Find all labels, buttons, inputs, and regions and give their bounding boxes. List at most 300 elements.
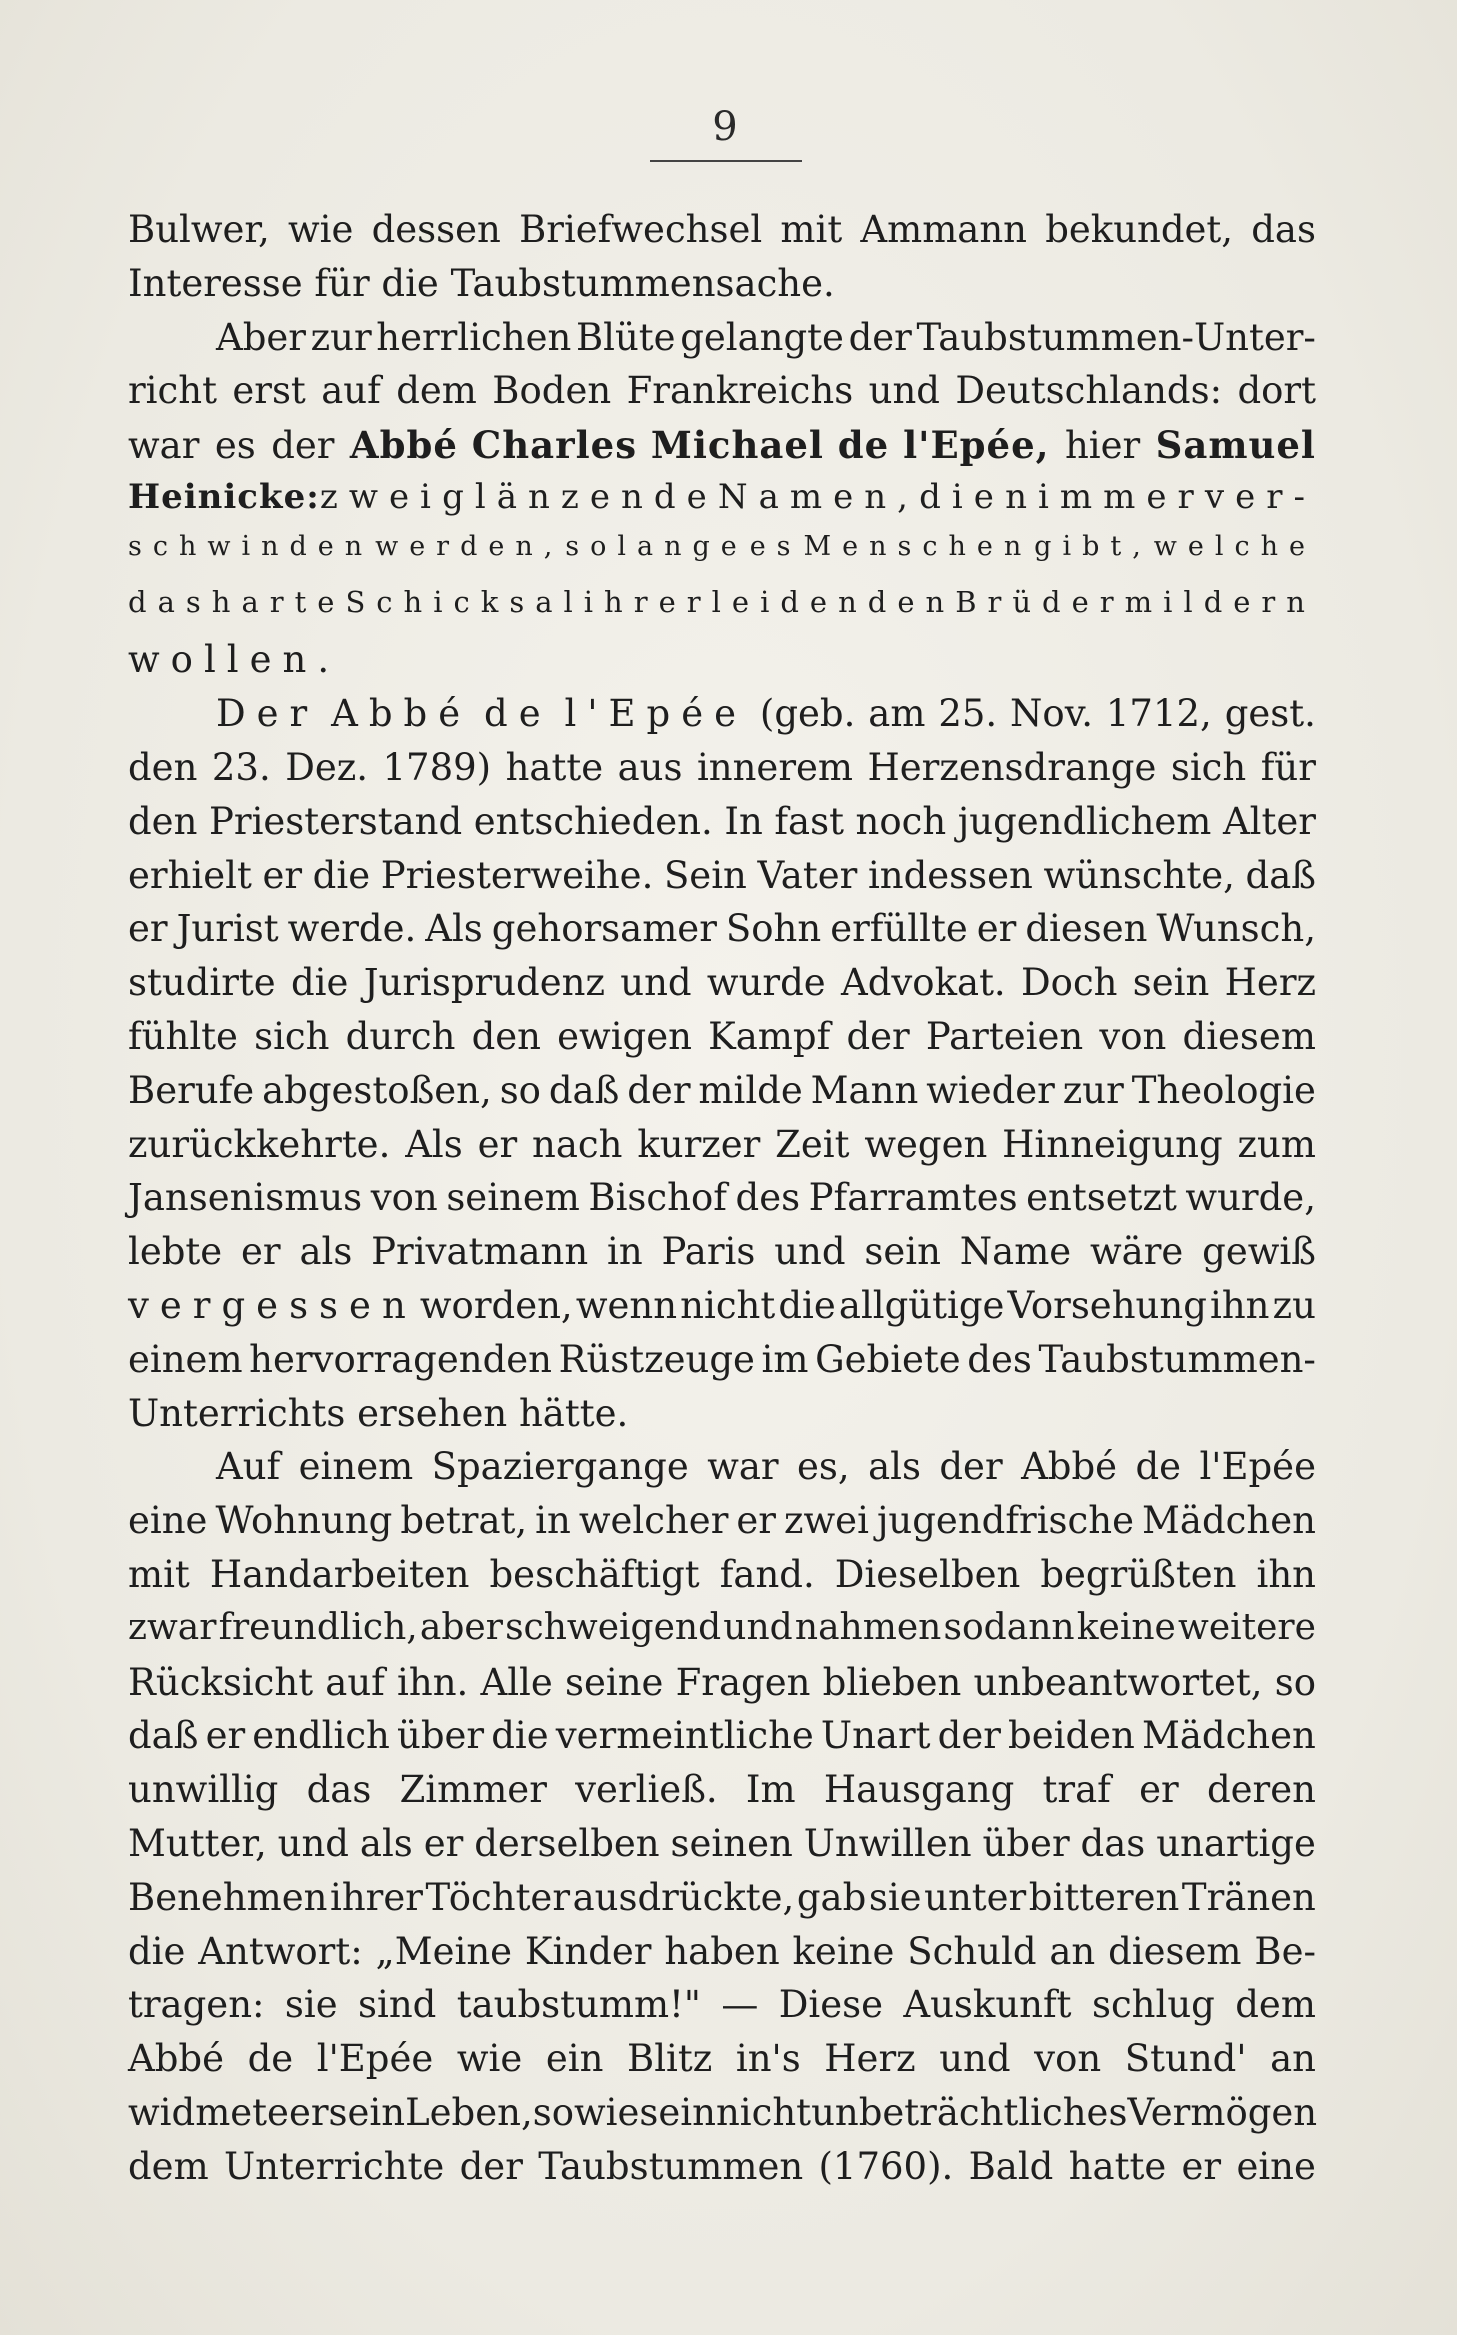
word: gelangte [680, 315, 844, 359]
word: den [128, 745, 198, 789]
word: gibt, [1034, 530, 1152, 562]
word: 25. [938, 692, 998, 736]
word: blieben [822, 1660, 962, 1704]
word: Briefwechsel [519, 208, 763, 251]
word: unartige [1156, 1821, 1316, 1865]
word: im [761, 1337, 809, 1381]
word: das [1251, 208, 1316, 251]
word: zwei [784, 1499, 869, 1543]
word: sein [639, 2090, 716, 2134]
word: harte [211, 584, 346, 619]
text-line [128, 1123, 1316, 1177]
text-line [128, 1338, 1316, 1392]
page-number-rule [650, 160, 802, 162]
word: sind [358, 1983, 437, 2027]
text-line [128, 208, 1316, 262]
word: Brüder [955, 584, 1125, 619]
word: Wohnung [215, 1499, 393, 1543]
word: eine [128, 1499, 208, 1543]
word: Vorsehung [1007, 1283, 1207, 1327]
word: ausdrückte, [572, 1875, 795, 1919]
word: Boden [492, 369, 612, 413]
text-line [128, 531, 1316, 585]
word: aus [617, 745, 683, 789]
word: Zeit [775, 1122, 850, 1166]
word: indessen [867, 853, 1033, 897]
word: wurde, [1185, 1176, 1316, 1220]
word: Kampf [708, 1014, 831, 1058]
word: entsetzt [1026, 1176, 1177, 1220]
word: Als [425, 907, 483, 951]
word: ihn. [397, 1660, 469, 1704]
word: seine [564, 1660, 664, 1704]
word: Be- [1254, 1929, 1316, 1973]
word: Samuel [1155, 423, 1316, 468]
word: der [848, 315, 912, 359]
text-line [128, 1499, 1316, 1553]
word: auf [321, 369, 381, 413]
word: Aber [216, 315, 306, 359]
word: Herz [824, 2037, 916, 2081]
text-line [128, 1553, 1316, 1607]
word: das [128, 584, 212, 619]
word: Paris [661, 1230, 756, 1274]
word: Dieselben [834, 1552, 1021, 1596]
word: wenn [575, 1283, 678, 1327]
word: sowie [532, 2090, 640, 2134]
word: Mädchen [1142, 1499, 1316, 1543]
word: an [1049, 1929, 1096, 1973]
word: Hausgang [823, 1768, 1015, 1812]
text-line [128, 2091, 1316, 2145]
word: Fragen [675, 1660, 811, 1704]
word: daß [548, 1068, 620, 1112]
word: studirte [128, 961, 276, 1005]
word: Nov. [1010, 692, 1093, 736]
word: fand. [719, 1552, 815, 1596]
word: zwar [128, 1606, 217, 1648]
word: fühlte [128, 1014, 238, 1058]
word: über [396, 1714, 485, 1758]
text-line [128, 316, 1316, 370]
word: nicht [715, 2090, 812, 2134]
text-line [128, 1714, 1316, 1768]
word: er [241, 1230, 281, 1274]
word: gest. [1224, 692, 1316, 736]
word: l'Epée [316, 2037, 434, 2081]
word: zur [310, 315, 372, 359]
word: zurückkehrte. [128, 1122, 391, 1166]
word: Frankreichs [626, 369, 854, 413]
word: Taubstummen- [1038, 1337, 1316, 1381]
word: erhielt [128, 853, 252, 897]
word: dessen [371, 208, 501, 251]
word: de [1135, 1445, 1182, 1489]
text-line [128, 1876, 1316, 1930]
word: wie [456, 2037, 523, 2081]
word: Herz [1224, 961, 1316, 1005]
word: freundlich, [218, 1606, 418, 1648]
word: Leben, [405, 2090, 533, 2134]
word: schlug [1091, 1983, 1215, 2027]
word: es, [797, 1445, 850, 1489]
word: das [306, 1768, 372, 1812]
word: betrat, [400, 1499, 528, 1543]
text-line [128, 585, 1316, 639]
word: worden, [419, 1283, 573, 1327]
word: de [484, 692, 552, 736]
word: das [1080, 1821, 1146, 1865]
word: seinem [446, 1176, 580, 1220]
word: Mann [810, 1068, 919, 1112]
word: der [271, 424, 335, 468]
word: Sein [663, 853, 747, 897]
word: unbeträchtliches [811, 2090, 1128, 2134]
word: hatte [1068, 2144, 1167, 2188]
word: taubstumm!" [456, 1983, 701, 2027]
word: wie [288, 208, 354, 251]
word: Auskunft [903, 1983, 1072, 2027]
word: beschäftigt [489, 1552, 700, 1596]
word: Parteien [925, 1014, 1084, 1058]
word: Menschen [803, 530, 1033, 562]
word: kurzer [637, 1122, 761, 1166]
word: unwillig [128, 1768, 279, 1812]
word: Vater [757, 853, 858, 897]
word: die [312, 853, 371, 897]
word: Rüstzeuge [558, 1337, 755, 1381]
word: diesen [1025, 907, 1148, 951]
word: ihrer [330, 1875, 423, 1919]
word: verließ. [575, 1768, 718, 1812]
word: daß [1245, 853, 1316, 897]
word: keine [792, 1929, 895, 1973]
word: Theologie [1131, 1068, 1316, 1112]
word: und [277, 1821, 349, 1865]
word: vermeintliche [555, 1714, 814, 1758]
word: Dez. [285, 745, 369, 789]
text-line [128, 2037, 1316, 2091]
word: tragen: [128, 1983, 265, 2027]
word: Unart [820, 1714, 931, 1758]
word: Wunsch, [1156, 907, 1316, 951]
word: sich [1170, 745, 1247, 789]
word: sein [1132, 961, 1210, 1005]
word: Schicksal [345, 584, 584, 619]
word: von [370, 1176, 438, 1220]
word: nimmer [1005, 476, 1205, 517]
word: er [205, 1714, 246, 1758]
word: von [1034, 2037, 1102, 2081]
word: weitere [1178, 1606, 1316, 1648]
word: in [535, 1499, 571, 1543]
text-line [128, 369, 1316, 423]
word: l'Epée [564, 692, 748, 736]
word: dem [128, 2144, 209, 2188]
word: entschieden. [473, 799, 713, 843]
word: ver- [1204, 476, 1316, 517]
word: nach [532, 1122, 623, 1166]
text-line [128, 2145, 1316, 2199]
word: und [939, 2037, 1011, 2081]
word: bekundet, [1045, 208, 1234, 251]
word: 1712, [1105, 692, 1212, 736]
word: an [1270, 2037, 1316, 2081]
word: deren [1206, 1768, 1316, 1812]
word: war [128, 424, 200, 468]
word: (1760). [818, 2144, 954, 2188]
text-line [128, 1607, 1316, 1661]
word: sie [868, 1875, 922, 1919]
word: Gebiete [815, 1337, 961, 1381]
word: die [778, 1283, 836, 1327]
word: Bulwer, [128, 208, 270, 251]
word: Stund' [1124, 2037, 1247, 2081]
word: als [299, 1230, 353, 1274]
word: Mädchen [1141, 1714, 1316, 1758]
word: war [707, 1445, 779, 1489]
word: den [471, 1014, 541, 1058]
word: keine [1076, 1606, 1176, 1648]
word: ein [545, 2037, 604, 2081]
word: Doch [1021, 961, 1118, 1005]
word: der [939, 1445, 1003, 1489]
word: er [128, 907, 168, 951]
word: glänzende [442, 476, 718, 517]
word: Schuld [907, 1929, 1037, 1973]
word: dem [396, 369, 477, 413]
word: dort [1237, 369, 1316, 413]
word: erfüllte [830, 907, 968, 951]
text-line [128, 1445, 1316, 1499]
word: des [735, 1176, 801, 1220]
word: von [1099, 1014, 1167, 1058]
word: der [846, 1014, 910, 1058]
word: aber [419, 1606, 503, 1648]
word: l'Epée [1199, 1445, 1316, 1489]
word: am [868, 692, 926, 736]
word: Diese [778, 1983, 883, 2027]
word: Pfarramtes [808, 1176, 1018, 1220]
word: Abbé [331, 692, 472, 736]
word: Heinicke: [128, 476, 320, 517]
word: Abbé [1021, 1445, 1118, 1489]
word: werden, [375, 530, 564, 562]
word: Namen, [717, 476, 919, 517]
word: bitteren [1028, 1875, 1180, 1919]
word: Abbé [128, 2037, 224, 2081]
word: Abbé Charles Michael de l'Epée, [349, 423, 1050, 468]
text-line [128, 746, 1316, 800]
word: milde [698, 1068, 803, 1112]
word: Alter [1222, 799, 1316, 843]
word: Vermögen [1127, 2090, 1318, 2134]
word: Hinneigung [1002, 1122, 1223, 1166]
word: Unwillen [803, 1821, 972, 1865]
word: hervorragenden [249, 1337, 552, 1381]
word: auf [325, 1660, 385, 1704]
word: einem [128, 1337, 243, 1381]
word: des [967, 1337, 1032, 1381]
word: Als [405, 1122, 463, 1166]
word: als [868, 1445, 921, 1489]
word: herrlichen [376, 315, 572, 359]
word: es [749, 530, 802, 562]
word: und [620, 961, 692, 1005]
word: er [262, 853, 303, 897]
word: ihn [1256, 1552, 1316, 1596]
word: die [919, 476, 1005, 517]
word: mit [128, 1552, 190, 1596]
word: In [724, 799, 763, 843]
word: Blitz [627, 2037, 713, 2081]
word: zu [1272, 1283, 1316, 1327]
word: unter [924, 1875, 1027, 1919]
word: diesem [1182, 1014, 1316, 1058]
word: traf [1042, 1768, 1111, 1812]
word: hatte [505, 745, 604, 789]
word: und [774, 1230, 846, 1274]
word: Privatmann [371, 1230, 589, 1274]
word: wurde [706, 961, 826, 1005]
word: mildern [1124, 584, 1316, 619]
word: Jansenismus [128, 1176, 363, 1220]
text-line [128, 423, 1316, 477]
word: die [290, 961, 349, 1005]
text-line [128, 262, 1316, 316]
text-line [128, 1983, 1316, 2037]
word: der [459, 2144, 523, 2188]
word: der [937, 1714, 1001, 1758]
word: Jurist [176, 907, 279, 951]
word: Unterrichts ersehen hätte. [128, 1391, 629, 1435]
word: Priesterweihe. [380, 853, 654, 897]
word: zum [1237, 1122, 1316, 1166]
word: Antwort: [198, 1929, 363, 1973]
word: wollen. [128, 638, 341, 682]
word: zur [1062, 1068, 1124, 1112]
word: haben [664, 1929, 780, 1973]
word: unbeantwortet, [973, 1660, 1263, 1704]
word: durch [345, 1014, 456, 1058]
word: Taubstummen [538, 2144, 804, 2188]
text-line [128, 1176, 1316, 1230]
word: „Meine [375, 1929, 513, 1973]
word: Im [745, 1768, 796, 1812]
word: er [423, 1821, 464, 1865]
text-line [128, 692, 1316, 746]
word: begrüßten [1040, 1552, 1237, 1596]
word: endlich [252, 1714, 390, 1758]
body-text [128, 208, 1316, 2198]
word: daß [128, 1714, 199, 1758]
word: Taubstummen-Unter- [916, 315, 1316, 359]
word: dem [1235, 1983, 1316, 2027]
word: 23. [211, 745, 271, 789]
word: so [499, 1068, 541, 1112]
word: Blüte [575, 315, 676, 359]
word: nicht [680, 1283, 776, 1327]
word: ewigen [557, 1014, 692, 1058]
word: gab [796, 1875, 867, 1919]
word: allgütige [838, 1283, 1005, 1327]
word: gewiß [1202, 1230, 1316, 1274]
text-line [128, 1015, 1316, 1069]
word: wünschte, [1043, 853, 1235, 897]
word: Herzensdrange [867, 745, 1157, 789]
text-line [128, 1930, 1316, 1984]
word: und [723, 1606, 793, 1648]
word: so [1274, 1660, 1316, 1704]
word: beiden [1008, 1714, 1135, 1758]
word: er [976, 907, 1017, 951]
word: schweigend [505, 1606, 722, 1648]
text-line [128, 800, 1316, 854]
text-line [128, 638, 1316, 692]
word: Jurisprudenz [363, 961, 605, 1005]
word: Name [959, 1230, 1072, 1274]
word: den [128, 799, 198, 843]
word: er [288, 2090, 329, 2134]
text-line [128, 1768, 1316, 1822]
text-line [128, 907, 1316, 961]
word: solange [565, 530, 748, 562]
word: gehorsamer [491, 907, 717, 951]
word: er [477, 1122, 518, 1166]
word: Spaziergange [431, 1445, 689, 1489]
word: erst [232, 369, 306, 413]
word: sein [864, 1230, 941, 1274]
text-line [128, 1822, 1316, 1876]
word: Sohn [725, 907, 822, 951]
word: die [491, 1714, 549, 1758]
word: Der [216, 692, 319, 736]
word: Priesterstand [208, 799, 463, 843]
word: sein [328, 2090, 406, 2134]
word: Handarbeiten [209, 1552, 470, 1596]
word: sie [284, 1983, 338, 2027]
word: Zimmer [399, 1768, 547, 1812]
word: Benehmen [128, 1875, 328, 1919]
word: Bald [968, 2144, 1054, 2188]
word: 1789) [382, 745, 492, 789]
word: Ammann [860, 208, 1027, 251]
word: — [721, 1983, 759, 2027]
word: Bischof [588, 1176, 727, 1220]
word: der [627, 1068, 691, 1112]
word: Töchter [425, 1875, 571, 1919]
word: über [982, 1821, 1070, 1865]
word: innerem [696, 745, 853, 789]
word: ihrer [583, 584, 712, 619]
text-line [128, 477, 1316, 531]
word: derselben [474, 1821, 660, 1865]
word: jugendlichem [957, 799, 1212, 843]
word: die [128, 1929, 186, 1973]
word: eine [1236, 2144, 1316, 2188]
page-number: 9 [712, 104, 738, 150]
word: seinen [670, 1821, 793, 1865]
word: als [359, 1821, 413, 1865]
text-line [128, 961, 1316, 1015]
word: richt [128, 369, 217, 413]
word: Mutter, [128, 1821, 267, 1865]
word: ihn [1210, 1283, 1270, 1327]
word: Auf [216, 1445, 281, 1489]
word: sodann [943, 1606, 1075, 1648]
word: zwei [319, 476, 442, 517]
word: er [1139, 1768, 1179, 1812]
